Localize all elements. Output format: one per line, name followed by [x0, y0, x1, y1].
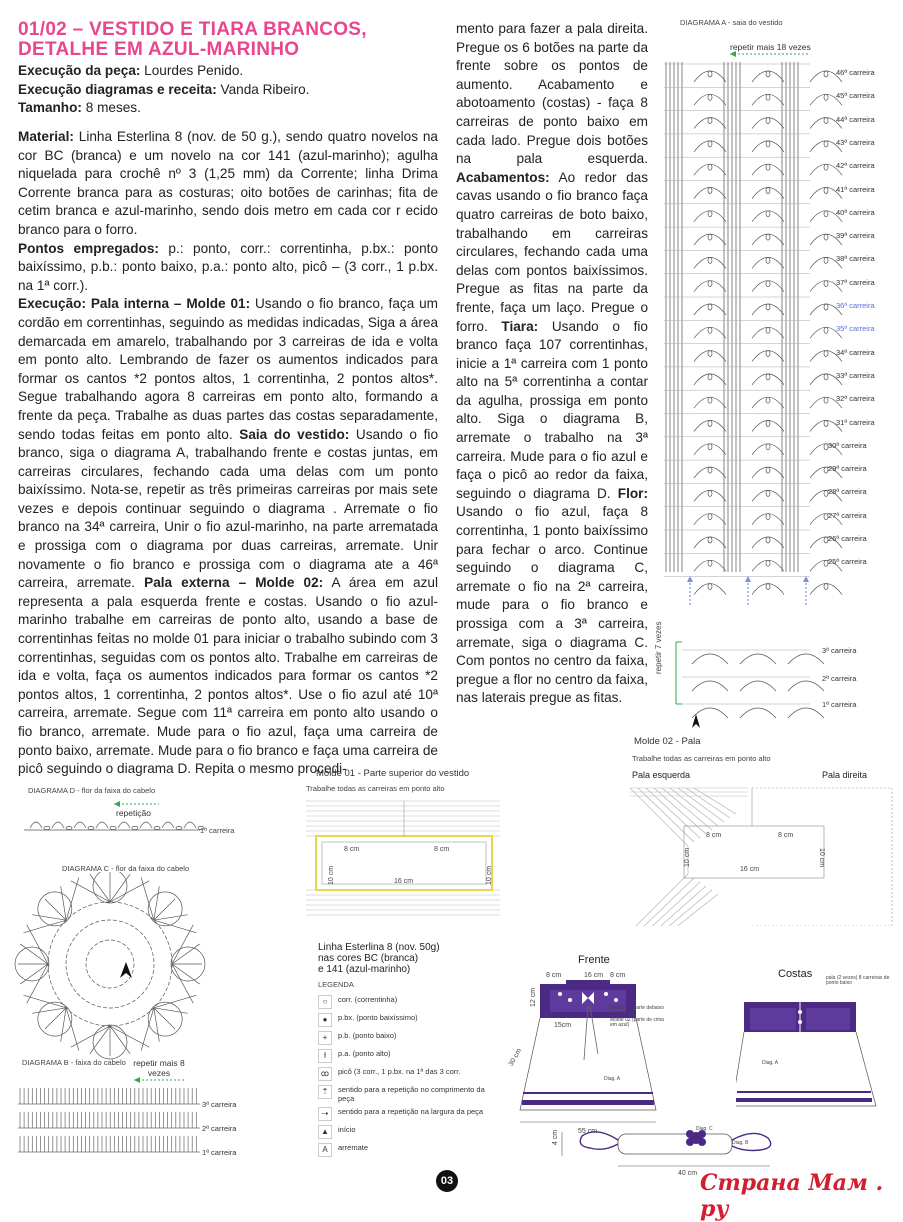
molde-02-subtitle: Trabalhe todas as carreiras em ponto alto — [632, 754, 771, 763]
legend-item — [318, 1085, 498, 1103]
molde-02-dim: 10 cm — [818, 847, 826, 868]
legend-text: p.bx. (ponto baixíssimo) — [338, 1013, 418, 1022]
molde-02-title: Molde 02 - Pala — [634, 736, 701, 747]
row-label: 3ª carreira — [822, 646, 857, 655]
diagram-d-row-label: 1ª carreira — [200, 826, 235, 835]
diagram-d — [14, 780, 254, 840]
molde-02-dim: 8 cm — [778, 832, 794, 839]
molde-02 — [628, 736, 898, 926]
costas-schematic — [736, 966, 896, 1126]
credit-line — [18, 81, 438, 100]
watermark-text: Страна Мам . ру — [700, 1170, 884, 1222]
molde-02-right-label: Pala direita — [822, 770, 868, 780]
title-line-1: 01/02 – VESTIDO E TIARA BRANCOS, — [18, 19, 367, 40]
molde-02-dim: 16 cm — [740, 866, 760, 873]
diagram-b — [14, 1056, 254, 1166]
frente-title: Frente — [578, 954, 610, 966]
instructions-text: Usando o fio branco, faça um cordão em correntinhas, seguindo as medidas indicadas, Siga a área demarcada em amarelo, trabalhando por 3 carreiras de ida e volta em ponto alto. Lembrando de fazer os aumentos indicados para formar os cantos *2 pontos altos, 1 correntinha, 2 pontos altos*. Segue trabalhando agora 8 carreiras em ponto alto, formando a frente da peça. Trabalhe as duas partes das costas separadamente, sendo todas feitas em ponto alto. — [18, 296, 438, 442]
frente-dim: 30 cm — [507, 1047, 524, 1068]
yarn-line: Linha Esterlina 8 (nov. 50g) — [318, 942, 440, 953]
row-label: 32ª carreira — [836, 394, 875, 404]
row-label: 41ª carreira — [836, 184, 875, 194]
diagram-c-flower — [14, 872, 214, 1062]
credit-line — [18, 62, 438, 81]
row-label: 33ª carreira — [836, 370, 875, 380]
instructions-middle-column — [456, 20, 648, 708]
legend-symbol-icon: + — [318, 1031, 332, 1045]
molde-01-title: Molde 01 - Parte superior do vestido — [316, 768, 470, 779]
legend-item — [318, 1143, 498, 1157]
diagram-a-title: DIAGRAMA A - saia do vestido — [680, 18, 783, 27]
frente-schematic — [506, 950, 666, 1150]
legend-text: picô (3 corr., 1 p.bx. na 1ª das 3 corr. — [338, 1067, 461, 1076]
legend-symbol-icon: ▲ — [318, 1125, 332, 1139]
frente-dim: 8 cm — [610, 972, 626, 979]
costas-drawing — [736, 966, 896, 1126]
credit-label: Execução diagramas e receita: — [18, 81, 217, 97]
instructions-text: Linha Esterlina 8 (nov. de 50 g.), sendo quatro novelos na cor BC (branca) e um novelo na cor 141 (azul-marinho); agulha niquelada para crochê nº 3 (1,25 mm) da Corrente; linha Drima Corrente branca para as costuras; oito botões de carinhas; fita de cetim branca e azul-marinho, sendo dois metro em cada cor r ecido branco para o forro. — [18, 129, 438, 237]
legend-symbol-icon: ⇢ — [318, 1107, 332, 1121]
molde-02-dim: 10 cm — [684, 847, 692, 868]
row-label: 38ª carreira — [836, 254, 875, 264]
credit-value: Vanda Ribeiro. — [216, 81, 310, 97]
section-heading: Saia do vestido: — [239, 426, 350, 442]
diagram-d-repeat: repetição — [116, 808, 151, 818]
row-label: 40ª carreira — [836, 207, 875, 217]
legend-item — [318, 1125, 498, 1139]
molde-02-dim: 8 cm — [706, 832, 722, 839]
row-label: 28ª carreira — [828, 487, 867, 497]
yarn-line: e 141 (azul-marinho) — [318, 964, 411, 975]
credit-value: 8 meses. — [81, 100, 141, 116]
row-label: 31ª carreira — [836, 417, 875, 427]
legend-symbol-icon: ƚ — [318, 1049, 332, 1063]
tiara-diag-c: Diag. C — [696, 1126, 713, 1132]
legend-text: início — [338, 1125, 356, 1134]
paragraph — [18, 128, 438, 240]
instructions-text: mento para fazer a pala direita. Pregue os 6 botões na parte da frente sobre os pontos de aumento. Acabamento e abotoamento (costas) - faça 8 carreiras de ponto baixo em cada lado. Pregue dois botões na pala esquerda. — [456, 21, 648, 167]
section-heading: Flor: — [617, 485, 648, 501]
diagram-a-repeat-label: repetir mais 18 vezes — [730, 42, 811, 52]
legend-text: p.b. (ponto baixo) — [338, 1031, 397, 1040]
costas-note: pala (2 vezes) 8 carreiras de ponto baixo — [826, 975, 890, 986]
row-label: 45ª carreira — [836, 91, 875, 101]
credit-line — [18, 99, 438, 118]
tiara-dim-length: 40 cm — [678, 1170, 698, 1177]
row-label: 42ª carreira — [836, 161, 875, 171]
diagram-a — [654, 14, 900, 734]
legend-item — [318, 1107, 498, 1121]
row-label: 29ª carreira — [828, 464, 867, 474]
diagram-c — [14, 862, 214, 1062]
frente-note: Molde 02 (parte de cima em azul) — [610, 1017, 664, 1028]
molde-02-left-label: Pala esquerda — [632, 770, 691, 780]
row-label: 46ª carreira — [836, 68, 875, 77]
credit-value: Lourdes Penido. — [140, 63, 244, 78]
diagram-b-repeat: repetir mais 8 vezes — [133, 1058, 185, 1078]
instructions-text: Usando o fio branco faça 107 correntinhas, inicie a 1ª carreira com 1 ponto alto na 5ª correntinha a contar da agulha, prossiga em ponto alto. Siga o diagrama B, arremate o trabalho na 3ª carreira. Mude para o fio azul e faça o picô ao redor da faixa, seguindo o diagrama D. — [456, 318, 648, 501]
row-label: 1ª carreira — [822, 700, 857, 709]
frente-note: Molde 01 (parte debaixo em branco) — [610, 1005, 664, 1016]
diagram-a-row-labels — [808, 14, 900, 734]
frente-dim: 12 cm — [530, 987, 538, 1008]
row-label: 39ª carreira — [836, 231, 875, 241]
legend-item — [318, 1013, 498, 1027]
yarn-line: nas cores BC (branca) — [318, 953, 419, 964]
row-label: 35ª carreira — [836, 324, 875, 334]
legend-text: corr. (correntinha) — [338, 995, 398, 1004]
section-heading: Pala externa – Molde 02: — [144, 575, 324, 591]
legend-symbol-icon: ꝏ — [318, 1067, 332, 1081]
legend-text: arremate — [338, 1143, 369, 1152]
legend-text: sentido para a repetição no comprimento da peça — [338, 1085, 485, 1103]
legend-text: sentido para a repetição na largura da peça — [338, 1107, 484, 1116]
frente-dim: 55 cm — [578, 1128, 598, 1135]
yarn-info — [318, 942, 508, 975]
tiara-dim-height: 4 cm — [552, 1129, 560, 1146]
instructions-text: A área em azul representa a pala esquerda frente e costas. Usando o fio azul-marinho trabalhe em carreiras de ponto alto, usando a base de correntinhas feitas no molde 01 para iniciar o trabalho subindo com 3 correntinhas, seguidas com os pontos alto. Trabalhe em carreiras de ida e volta, faça os aumentos indicados para formar os cantos *2 pontos altos, 1 correntinha, 2 pontos altos*. Use o fio azul até 10ª carreira, arremate. Segue com 11ª carreira em ponto alto usando o fio branco, arremate. Mude para o fio azul, faça uma carreira de ponto baixo, arremate. Mude para o fio branco e faça uma carreira de picô seguindo o diagrama D. Repita o mesmo procedi- — [18, 575, 438, 777]
row-label: 3ª carreira — [202, 1100, 237, 1109]
molde-01 — [300, 766, 510, 926]
row-label: 36ª carreira — [836, 301, 875, 310]
costas-diag: Diag. A — [762, 1060, 779, 1066]
diagram-b-row-labels — [202, 1056, 262, 1166]
legend — [318, 980, 498, 1161]
frente-dim: 15cm — [554, 1022, 572, 1029]
section-heading: Execução: Pala interna – Molde 01: — [18, 296, 251, 312]
legend-title: LEGENDA — [318, 980, 354, 989]
instructions-text: Usando o fio branco, siga o diagrama A, trabalhando frente e costas juntas, em carreiras circulares, fechando cada uma delas com um ponto baixíssimo. Nota-se, repetir as três primeiras carreiras por mais sete vezes e depois continuar seguindo o diagrama . Arremate o fio branco na 34ª carreira, Unir o fio azul-marinho, na parte arrematada e prossiga com o diagrama por duas carreiras, arremate. Unir novamente o fio branco e prossiga com o diagrama ate a 46ª carreira, arremate. — [18, 426, 439, 591]
costas-title: Costas — [778, 968, 813, 980]
molde-01-dim: 10 cm — [486, 865, 494, 886]
molde-01-dim: 8 cm — [434, 846, 450, 853]
row-label: 2ª carreira — [822, 674, 857, 683]
section-heading: Tiara: — [501, 318, 539, 334]
molde-01-subtitle: Trabalhe todas as carreiras em ponto alto — [306, 784, 445, 793]
row-label: 1ª carreira — [202, 1148, 237, 1157]
diagram-b-title: DIAGRAMA B - faixa do cabelo — [22, 1058, 126, 1067]
molde-02-drawing — [628, 784, 898, 926]
row-label: 30ª carreira — [828, 440, 867, 450]
page-number: 03 — [436, 1170, 458, 1192]
instructions-text: Usando o fio azul, faça 8 correntinha, 1 ponto baixíssimo para fechar o arco. Continue seguindo o diagrama C, arremate o fio na 2ª carreira, mude para o fio branco e prossiga com a 3ª carreira, arremate, siga o diagrama C. Com pontos no centro da faixa, pregue a flor no centro da faixa, nas laterais pregue as fitas. — [456, 504, 648, 706]
diagram-d-title: DIAGRAMA D - flor da faixa do cabelo — [28, 786, 156, 795]
legend-item — [318, 1067, 498, 1081]
molde-01-drawing — [300, 796, 510, 926]
diagram-c-title: DIAGRAMA C - flor da faixa do cabelo — [62, 864, 190, 873]
legend-symbol-icon: ⇡ — [318, 1085, 332, 1099]
frente-dim: 8 cm — [546, 972, 562, 979]
molde-01-dim: 10 cm — [328, 865, 336, 886]
row-label: 27ª carreira — [828, 510, 867, 520]
paragraph — [18, 240, 438, 296]
legend-list — [318, 995, 498, 1157]
credits — [18, 62, 438, 118]
row-label: 26ª carreira — [828, 534, 867, 543]
legend-symbol-icon: A — [318, 1143, 332, 1157]
instructions-text: p.: ponto, corr.: correntinha, p.bx.: ponto baixíssimo, p.b.: ponto baixo, p.a.: ponto alto, picô – (3 corr., 1 p.bx. na 1ª corr.). — [18, 240, 439, 293]
frente-dim: 16 cm — [584, 972, 604, 979]
row-label: 37ª carreira — [836, 277, 875, 287]
instructions-left-column — [18, 128, 438, 779]
credit-label: Execução da peça: — [18, 63, 141, 78]
row-label: 2ª carreira — [202, 1124, 237, 1133]
legend-text: p.a. (ponto alto) — [338, 1049, 391, 1058]
legend-symbol-icon: ○ — [318, 995, 332, 1009]
diagram-a-repeat-side: repetir 7 vezes — [654, 621, 663, 674]
section-heading: Acabamentos: — [456, 169, 550, 185]
row-label: 34ª carreira — [836, 347, 875, 357]
tiara-diag-b: Diag. B — [732, 1140, 749, 1146]
molde-01-dim: 8 cm — [344, 846, 360, 853]
page-title — [18, 20, 367, 60]
legend-symbol-icon: ● — [318, 1013, 332, 1027]
section-heading: Material: — [18, 129, 74, 144]
legend-item — [318, 995, 498, 1009]
row-label: 43ª carreira — [836, 137, 875, 147]
molde-01-dim: 16 cm — [394, 878, 414, 885]
section-heading: Pontos empregados: — [18, 240, 159, 256]
row-label: 25ª carreira — [828, 557, 867, 567]
credit-label: Tamanho: — [18, 100, 82, 116]
instructions-text: Ao redor das cavas usando o fio branco faça quatro carreiras de boto baixo, trabalhando em carreiras circulares, fechando cada uma delas com pontos baixíssimos. Pregue as fitas na parte da frente, faça um laço. Pregue o forro. — [456, 169, 648, 334]
frente-drawing — [506, 950, 666, 1150]
row-label: 44ª carreira — [836, 114, 875, 124]
frente-diag: Diag. A — [604, 1076, 621, 1082]
legend-item — [318, 1031, 498, 1045]
legend-item — [318, 1049, 498, 1063]
title-line-2: DETALHE EM AZUL-MARINHO — [18, 39, 300, 60]
paragraph — [18, 296, 438, 441]
